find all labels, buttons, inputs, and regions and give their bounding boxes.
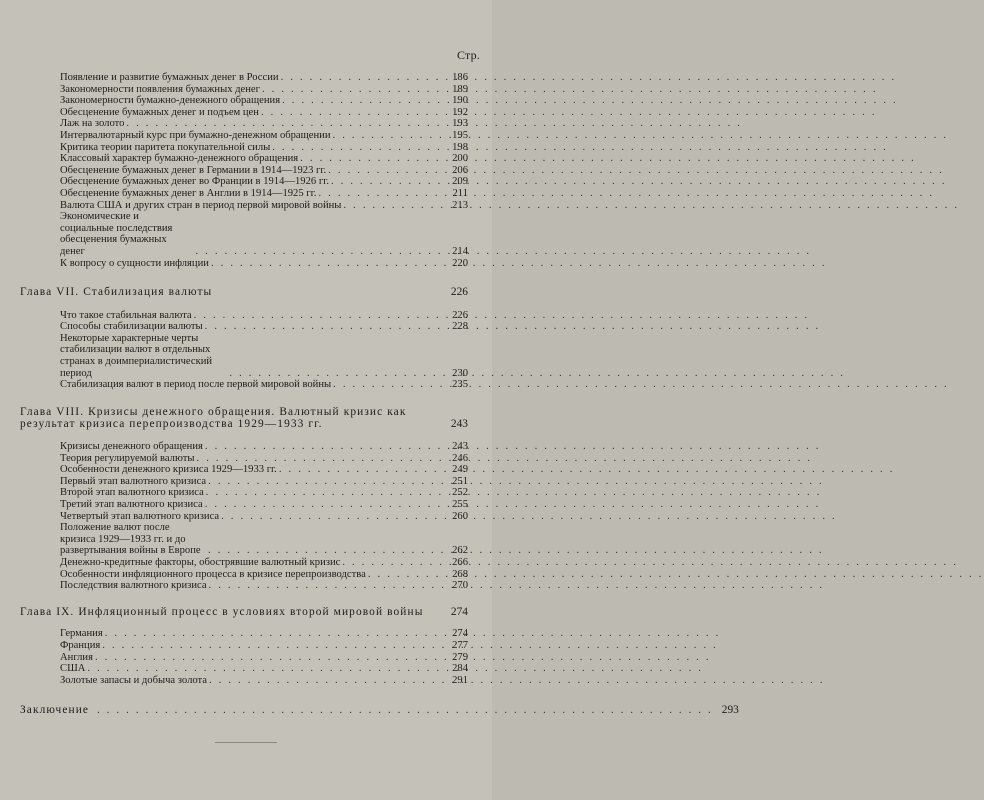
toc-entry: Франция . . . 277: [60, 640, 468, 652]
toc-entry: Четвертый этап валютного кризиса . . . 260: [60, 511, 468, 523]
toc-entry: США . . . 284: [60, 663, 468, 675]
toc-entry: Первый этап валютного кризиса . . . 251: [60, 476, 468, 488]
toc-entry: Третий этап валютного кризиса . . . 255: [60, 499, 468, 511]
toc-entry: Экономические и социальные последствия обесценения бумажных денег . . . 214: [60, 211, 468, 257]
page-column-header: Стр.: [456, 48, 480, 62]
toc-entry: Обесценение бумажных денег в Англии в 1914—1925 гг. . . . 211: [60, 188, 468, 200]
intro-entry-list: [60, 72, 468, 269]
toc-entry: К вопросу о сущности инфляции . . . 220: [60, 258, 468, 270]
toc-entry: Закономерности появления бумажных денег . . . 189: [60, 84, 468, 96]
toc-entry: Некоторые характерные черты стабилизации валют в отдельных странах в доимпериалистический период . . . 230: [60, 333, 468, 379]
chapter-entry-list: [60, 310, 468, 391]
toc-entry: Обесценение бумажных денег во Франции в 1914—1926 гг. . . . 209: [60, 176, 468, 188]
bottom-rule: [215, 742, 277, 743]
toc-entry: Англия . . . 279: [60, 652, 468, 664]
toc-entry: Положение валют после кризиса 1929—1933 гг. и до развертывания войны в Европе . . . 262: [60, 522, 468, 557]
chapter-heading: Глава VII. Стабилизация валюты 226: [20, 286, 468, 299]
toc-entry: Германия . . . 274: [60, 628, 468, 640]
toc-entry: Способы стабилизации валюты . . . 228: [60, 321, 468, 333]
toc-entry: Второй этап валютного кризиса . . . 252: [60, 487, 468, 499]
chapter-entry-list: [60, 628, 468, 686]
toc-entry: Золотые запасы и добыча золота . . . 291: [60, 675, 468, 687]
toc-entry: Денежно-кредитные факторы, обострявшие валютный кризис . . . 266: [60, 557, 468, 569]
toc-entry: Классовый характер бумажно-денежного обращения . . . 200: [60, 153, 468, 165]
toc-entry: Обесценение бумажных денег и подъем цен . . . 192: [60, 107, 468, 119]
toc-entry: Стабилизация валют в период после первой мировой войны . . . 235: [60, 379, 468, 391]
toc-entry: Обесценение бумажных денег в Германии в 1914—1923 гг. . . . 206: [60, 165, 468, 177]
toc-entry: Интервалютарный курс при бумажно-денежном обращении . . . 195: [60, 130, 468, 142]
toc-entry: Особенности денежного кризиса 1929—1933 гг. . . . 249: [60, 464, 468, 476]
toc-entry: Валюта США и других стран в период первой мировой войны . . . 213: [60, 200, 468, 212]
toc-entry: Появление и развитие бумажных денег в России . . . 186: [60, 72, 468, 84]
conclusion-entry: Заключение . . . 293: [20, 704, 468, 717]
chapter-heading: Глава IX. Инфляционный процесс в условиях второй мировой войны 274: [20, 605, 468, 618]
toc-entry: Критика теории паритета покупательной силы . . . 198: [60, 142, 468, 154]
toc-entry: Что такое стабильная валюта . . . 226: [60, 310, 468, 322]
toc-entry: Последствия валютного кризиса . . . 270: [60, 580, 468, 592]
toc-entry: Закономерности бумажно-денежного обращения . . . 190: [60, 95, 468, 107]
toc-entry: Лаж на золото . . . 193: [60, 118, 468, 130]
toc-entry: Кризисы денежного обращения . . . 243: [60, 441, 468, 453]
chapter-heading: Глава VIII. Кризисы денежного обращения. Валютный кризис как результат кризиса перепроизводства 1929—1933 гг. 243: [20, 405, 468, 431]
toc-entry: Теория регулируемой валюты . . . 246: [60, 453, 468, 465]
chapter-entry-list: [60, 441, 468, 592]
toc-entry: Особенности инфляционного процесса в кризисе перепроизводства . . . 268: [60, 569, 468, 581]
